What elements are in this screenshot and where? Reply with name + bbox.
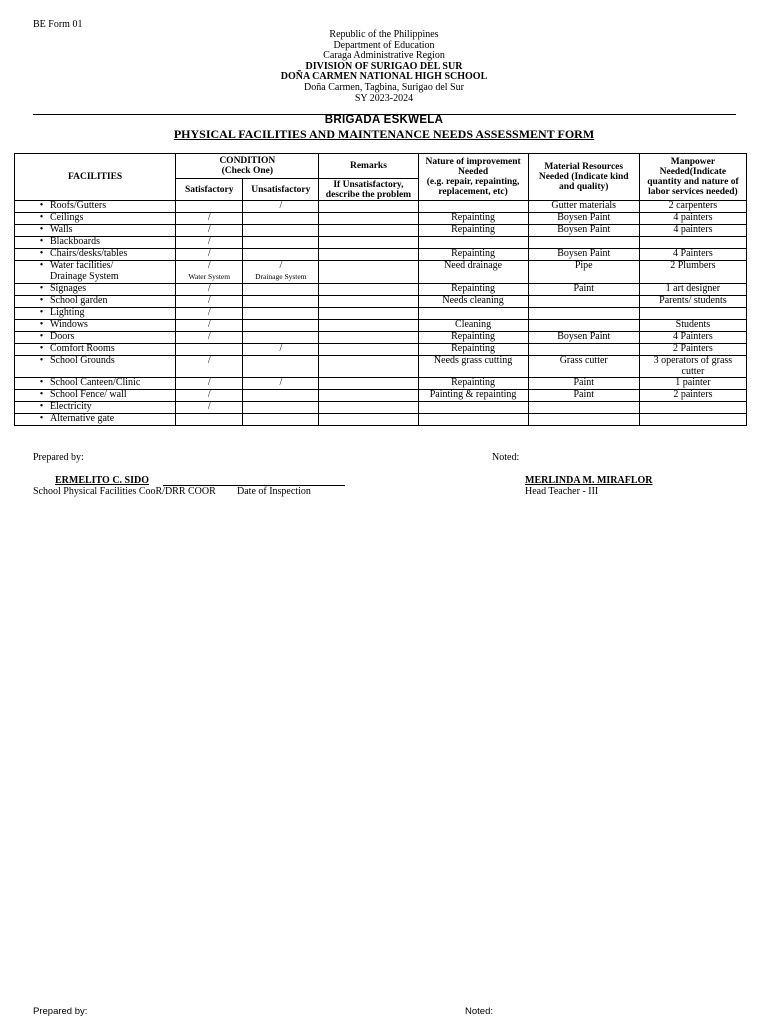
bullet-icon: • (39, 377, 44, 388)
facility-cell (15, 320, 176, 332)
nature-cell: Need drainage (418, 261, 528, 284)
manpower-cell: 3 operators of grass cutter (639, 356, 746, 378)
satisfactory-mark: / (207, 224, 211, 235)
nature-cell (418, 414, 528, 426)
facility-cell (15, 249, 176, 261)
satisfactory-cell (176, 344, 243, 356)
material-cell: Boysen Paint (528, 225, 639, 237)
manpower-cell: 4 painters (639, 213, 746, 225)
satisfactory-cell (176, 332, 243, 344)
nature-cell: Painting & repainting (418, 390, 528, 402)
bullet-icon: • (39, 260, 44, 271)
facility-cell (15, 296, 176, 308)
bullet-icon: • (39, 200, 44, 211)
material-cell (528, 237, 639, 249)
facility-name: School Grounds (50, 355, 115, 366)
nature-cell: Repainting (418, 249, 528, 261)
satisfactory-mark: / (207, 212, 211, 223)
unsatisfactory-mark: / (279, 260, 283, 271)
satisfactory-cell (176, 201, 243, 213)
manpower-cell: 4 Painters (639, 249, 746, 261)
manpower-header: Manpower Needed(Indicate quantity and nature of labor services needed) (639, 154, 746, 201)
nature-cell: Needs grass cutting (418, 356, 528, 378)
table-row (15, 296, 747, 308)
nature-cell (418, 308, 528, 320)
form-number: BE Form 01 (33, 19, 83, 30)
condition-header (176, 154, 319, 179)
header-line: Department of Education (333, 39, 435, 51)
satisfactory-cell (176, 308, 243, 320)
facilities-header: FACILITIES (15, 154, 176, 201)
facility-name-line2: Drainage System (50, 270, 119, 282)
facility-cell (15, 332, 176, 344)
satisfactory-mark: / (207, 331, 211, 342)
material-cell: Boysen Paint (528, 249, 639, 261)
form-title-text: PHYSICAL FACILITIES AND MAINTENANCE NEEDS ASSESSMENT FORM (173, 127, 595, 141)
satisfactory-cell (176, 296, 243, 308)
remarks-cell (319, 378, 418, 390)
manpower-cell (639, 308, 746, 320)
manpower-cell (639, 402, 746, 414)
bullet-icon: • (39, 413, 44, 424)
program-title: BRIGADA ESKWELA (324, 114, 444, 126)
facility-cell (15, 201, 176, 213)
table-row (15, 378, 747, 390)
manpower-cell: 2 painters (639, 390, 746, 402)
facility-name: Lighting (50, 307, 85, 318)
facility-cell (15, 344, 176, 356)
remarks-cell (319, 390, 418, 402)
check-one-label: (Check One) (221, 166, 274, 176)
satisfactory-cell (176, 237, 243, 249)
satisfactory-mark: / (207, 401, 211, 412)
nature-cell (418, 201, 528, 213)
manpower-cell (639, 414, 746, 426)
unsatisfactory-cell (243, 225, 319, 237)
remarks-cell (319, 284, 418, 296)
manpower-cell: 1 art designer (639, 284, 746, 296)
material-cell (528, 402, 639, 414)
bullet-icon: • (39, 283, 44, 294)
bottom-noted-label: Noted: (465, 1006, 493, 1017)
assessment-table (14, 153, 747, 426)
unsatisfactory-mark: / (279, 343, 283, 354)
nature-cell: Cleaning (418, 320, 528, 332)
unsatisfactory-cell (243, 414, 319, 426)
satisfactory-mark: / (207, 319, 211, 330)
satisfactory-mark: / (207, 248, 211, 259)
unsatisfactory-cell (243, 261, 319, 284)
facility-cell (15, 390, 176, 402)
facility-cell (15, 414, 176, 426)
manpower-cell: 2 carpenters (639, 201, 746, 213)
facility-name: Roofs/Gutters (50, 200, 107, 211)
form-title (0, 127, 768, 142)
facility-cell (15, 225, 176, 237)
unsatisfactory-cell (243, 237, 319, 249)
satisfactory-mark: / (207, 389, 211, 400)
facility-name: Electricity (50, 401, 92, 412)
facility-cell (15, 378, 176, 390)
satisfactory-cell (176, 402, 243, 414)
unsatisfactory-cell (243, 308, 319, 320)
bullet-icon: • (39, 343, 44, 354)
table-row (15, 402, 747, 414)
document-header (0, 30, 768, 104)
satisfactory-note: Water System (188, 271, 231, 281)
table-row (15, 284, 747, 296)
preparer-title: School Physical Facilities CooR/DRR COOR (33, 486, 216, 497)
table-row (15, 344, 747, 356)
material-cell: Paint (528, 390, 639, 402)
bullet-icon: • (39, 224, 44, 235)
facility-name: Chairs/desks/tables (50, 248, 128, 259)
table-row (15, 249, 747, 261)
table-row (15, 332, 747, 344)
facility-name: Walls (50, 224, 73, 235)
remarks-cell (319, 225, 418, 237)
preparer-name: ERMELITO C. SIDO (55, 475, 150, 486)
satisfactory-mark: / (207, 295, 211, 306)
satisfactory-cell (176, 390, 243, 402)
satisfactory-mark: / (207, 260, 211, 271)
satisfactory-cell (176, 261, 243, 284)
material-cell (528, 308, 639, 320)
facility-name: School Canteen/Clinic (50, 377, 141, 388)
remarks-cell (319, 402, 418, 414)
table-row (15, 414, 747, 426)
unsatisfactory-cell (243, 201, 319, 213)
table-row (15, 213, 747, 225)
table-row (15, 261, 747, 284)
facility-name: Signages (50, 283, 87, 294)
facility-cell (15, 284, 176, 296)
bullet-icon: • (39, 389, 44, 400)
manpower-cell: 4 Painters (639, 332, 746, 344)
noter-title: Head Teacher - III (525, 486, 599, 497)
remarks-cell (319, 261, 418, 284)
facility-name: Comfort Rooms (50, 343, 115, 354)
nature-cell: Repainting (418, 284, 528, 296)
table-row (15, 225, 747, 237)
bullet-icon: • (39, 307, 44, 318)
nature-cell: Repainting (418, 225, 528, 237)
remarks-cell (319, 320, 418, 332)
remarks-header: Remarks (319, 154, 418, 179)
unsatisfactory-cell (243, 284, 319, 296)
school-year: SY 2023-2024 (354, 92, 414, 104)
facility-cell (15, 402, 176, 414)
satisfactory-cell (176, 213, 243, 225)
nature-cell: Repainting (418, 332, 528, 344)
bullet-icon: • (39, 212, 44, 223)
unsatisfactory-cell (243, 296, 319, 308)
facility-name: School garden (50, 295, 108, 306)
manpower-cell: 2 Plumbers (639, 261, 746, 284)
facility-name: School Fence/ wall (50, 389, 127, 400)
remarks-cell (319, 308, 418, 320)
remarks-cell (319, 201, 418, 213)
material-cell (528, 320, 639, 332)
table-row (15, 390, 747, 402)
table-row (15, 237, 747, 249)
material-cell (528, 344, 639, 356)
unsatisfactory-cell (243, 402, 319, 414)
facility-cell (15, 213, 176, 225)
facility-name: Blackboards (50, 236, 100, 247)
unsatisfactory-mark: / (279, 200, 283, 211)
condition-label: CONDITION (219, 156, 276, 166)
unsatisfactory-cell (243, 378, 319, 390)
remarks-sub-header: If Unsatisfactory, describe the problem (319, 179, 418, 201)
facility-name: Alternative gate (50, 413, 115, 424)
header-line: Caraga Administrative Region (323, 50, 445, 62)
remarks-cell (319, 344, 418, 356)
facility-cell (15, 261, 176, 284)
satisfactory-cell (176, 356, 243, 378)
date-of-inspection-label: Date of Inspection (237, 486, 311, 497)
nature-cell (418, 237, 528, 249)
bottom-prepared-by-label: Prepared by: (33, 1006, 88, 1017)
bullet-icon: • (39, 248, 44, 259)
manpower-cell: 1 painter (639, 378, 746, 390)
school-address: Doña Carmen, Tagbina, Surigao del Sur (304, 81, 464, 93)
nature-label: Nature of improvement Needed (425, 157, 521, 177)
manpower-cell: Students (639, 320, 746, 332)
noter-name: MERLINDA M. MIRAFLOR (525, 475, 653, 486)
facility-name: Water facilities/ (50, 260, 114, 271)
manpower-cell: 2 Painters (639, 344, 746, 356)
table-row (15, 356, 747, 378)
unsatisfactory-cell (243, 213, 319, 225)
unsatisfactory-mark: / (279, 377, 283, 388)
material-cell: Gutter materials (528, 201, 639, 213)
table-row (15, 308, 747, 320)
bullet-icon: • (39, 355, 44, 366)
nature-cell: Repainting (418, 213, 528, 225)
material-cell: Paint (528, 378, 639, 390)
header-line: Republic of the Philippines (329, 29, 439, 40)
nature-cell (418, 402, 528, 414)
remarks-cell (319, 414, 418, 426)
bullet-icon: • (39, 319, 44, 330)
unsatisfactory-header: Unsatisfactory (243, 179, 319, 201)
remarks-cell (319, 332, 418, 344)
satisfactory-mark: / (207, 355, 211, 366)
satisfactory-mark: / (207, 307, 211, 318)
bullet-icon: • (39, 236, 44, 247)
manpower-cell (639, 237, 746, 249)
material-cell: Boysen Paint (528, 332, 639, 344)
unsatisfactory-cell (243, 344, 319, 356)
division-name: DIVISION OF SURIGAO DEL SUR (305, 60, 463, 72)
material-cell: Boysen Paint (528, 213, 639, 225)
facility-cell (15, 237, 176, 249)
unsatisfactory-cell (243, 332, 319, 344)
remarks-cell (319, 356, 418, 378)
satisfactory-cell (176, 225, 243, 237)
table-row (15, 320, 747, 332)
manpower-cell: Parents/ students (639, 296, 746, 308)
facility-cell (15, 356, 176, 378)
material-cell: Pipe (528, 261, 639, 284)
remarks-cell (319, 237, 418, 249)
material-header: Material Resources Needed (Indicate kind and quality) (528, 154, 639, 201)
school-name: DOÑA CARMEN NATIONAL HIGH SCHOOL (280, 71, 488, 83)
satisfactory-cell (176, 414, 243, 426)
unsatisfactory-cell (243, 320, 319, 332)
remarks-cell (319, 296, 418, 308)
bullet-icon: • (39, 331, 44, 342)
facility-name: Ceilings (50, 212, 84, 223)
satisfactory-cell (176, 320, 243, 332)
noted-label: Noted: (492, 452, 520, 463)
nature-cell: Repainting (418, 344, 528, 356)
facility-name: Windows (50, 319, 88, 330)
satisfactory-cell (176, 249, 243, 261)
unsatisfactory-cell (243, 249, 319, 261)
material-cell: Paint (528, 284, 639, 296)
satisfactory-mark: / (207, 377, 211, 388)
manpower-cell: 4 painters (639, 225, 746, 237)
nature-sub-label: (e.g. repair, repainting, replacement, etc) (426, 177, 520, 197)
bullet-icon: • (39, 295, 44, 306)
satisfactory-cell (176, 284, 243, 296)
nature-cell: Needs cleaning (418, 296, 528, 308)
table-row (15, 201, 747, 213)
satisfactory-mark: / (207, 236, 211, 247)
prepared-by-label: Prepared by: (33, 452, 84, 463)
remarks-cell (319, 213, 418, 225)
satisfactory-mark: / (207, 283, 211, 294)
bullet-icon: • (39, 401, 44, 412)
nature-cell: Repainting (418, 378, 528, 390)
facility-cell (15, 308, 176, 320)
unsatisfactory-cell (243, 390, 319, 402)
satisfactory-header: Satisfactory (176, 179, 243, 201)
nature-header (418, 154, 528, 201)
material-cell (528, 296, 639, 308)
remarks-cell (319, 249, 418, 261)
material-cell: Grass cutter (528, 356, 639, 378)
satisfactory-cell (176, 378, 243, 390)
material-cell (528, 414, 639, 426)
unsatisfactory-cell (243, 356, 319, 378)
facility-name: Doors (50, 331, 75, 342)
unsatisfactory-note: Drainage System (255, 271, 307, 281)
